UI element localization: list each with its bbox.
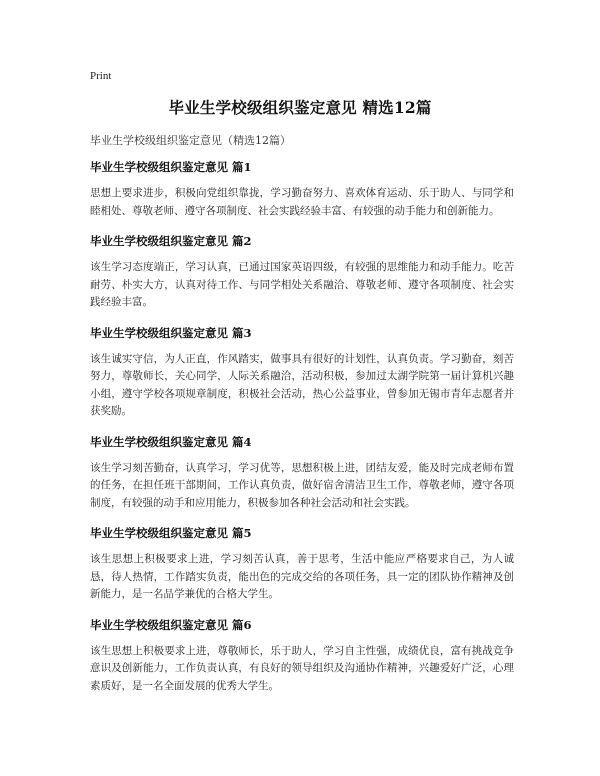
section-heading: 毕业生学校级组织鉴定意见 篇4: [90, 434, 252, 449]
section-3: [90, 326, 514, 421]
section-body: 该生诚实守信，为人正直，作风踏实，做事具有很好的计划性，认真负责。学习勤奋，刻苦努力，尊敬师长，关心同学，人际关系融洽，活动积极，参加过太湖学院第一届计算机兴趣小组，遵守学校各项规章制度，积极社会活动，热心公益事业，曾参加无锡市青年志愿者并获奖励。: [90, 352, 514, 417]
section-heading: 毕业生学校级组织鉴定意见 篇1: [90, 160, 252, 174]
section-body: 该生学习刻苦勤奋，认真学习，学习优等，思想积极上进，团结友爱，能及时完成老师布置的任务，在担任班干部期间，工作认真负责，做好宿舍清洁卫生工作，尊敬老师，遵守各项制度，有较强的动手和应用能力，积极参加各种社会活动和社会实践。: [90, 461, 514, 509]
section-heading: 毕业生学校级组织鉴定意见 篇6: [90, 617, 252, 632]
section-2: [90, 234, 514, 312]
sections-container: [90, 160, 514, 709]
section-heading: 毕业生学校级组织鉴定意见 篇3: [90, 325, 252, 340]
section-6: [90, 618, 514, 696]
section-heading: 毕业生学校级组织鉴定意见 篇2: [90, 234, 252, 248]
section-body: 该生学习态度端正，学习认真，已通过国家英语四级，有较强的思维能力和动手能力。吃苦耐劳、朴实大方，认真对待工作、与同学相处关系融洽、尊敬老师、遵守各项制度、社会实践经验丰富。: [90, 261, 514, 308]
section-body: 该生思想上积极要求上进，学习刻苦认真，善于思考，生活中能应严格要求自己，为人诚恳，待人热情，工作踏实负责，能出色的完成交给的各项任务，具一定的团队协作精神及创新能力，是一名品学兼优的合格大学生。: [90, 553, 514, 600]
section-5: [90, 526, 514, 604]
document-subtitle: 毕业生学校级组织鉴定意见（精选12篇）: [90, 134, 291, 147]
print-label[interactable]: Print: [90, 70, 112, 82]
section-4: [90, 435, 514, 513]
section-body: 思想上要求进步，积极向党组织靠拢，学习勤奋努力、喜欢体育运动、乐于助人、与同学和睦相处、尊敬老师、遵守各项制度、社会实践经验丰富、有较强的动手能力和创新能力。: [90, 187, 514, 217]
section-body: 该生思想上积极要求上进，尊敬师长，乐于助人，学习自主性强，成绩优良，富有挑战竞争意识及创新能力，工作负责认真，有良好的领导组织及沟通协作精神，兴趣爱好广泛，心理素质好，是一名全面发展的优秀大学生。: [90, 644, 514, 692]
section-1: [90, 160, 514, 220]
document-title: 毕业生学校级组织鉴定意见 精选12篇: [168, 98, 432, 117]
section-heading: 毕业生学校级组织鉴定意见 篇5: [90, 526, 252, 540]
